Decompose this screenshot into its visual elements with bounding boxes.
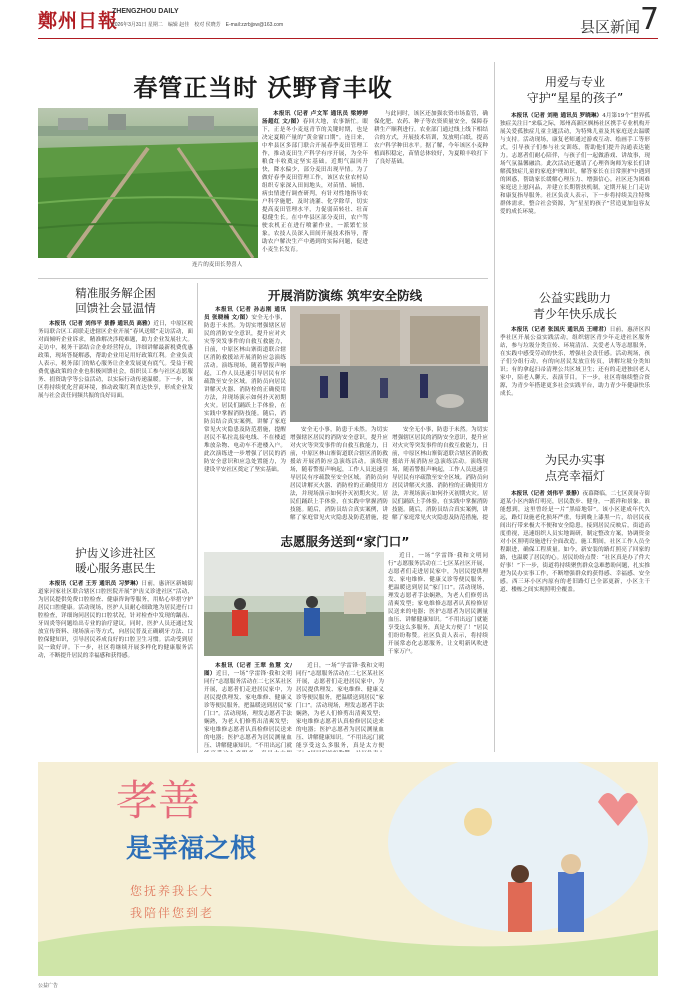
- volunteer-photo: [204, 552, 384, 656]
- tax-headline: 精准服务解企困 回馈社会显温情: [75, 286, 156, 315]
- youth-body: 本报讯（记者 张国庆 通讯员 王晴君）日前，惠济区四季社区开展公益实践活动，组织辖区青少年走进社区服务站，参与垃圾分类宣传、环境清洁、关爱老人等志愿服务，在实践中感受劳动的快乐，增强社会责任感。活动现场，孩子们分组行动，有的向居民发放宣传页，讲解垃圾分类知识；有的拿起扫帚清理公共区域卫生；还有的走进独居老人家中，陪老人聊天、表演节目。下一步，社区将继续整合资源，为青少年搭建更多社会实践平台，助力青少年健康快乐成长。: [500, 327, 650, 397]
- column-divider: [494, 62, 495, 752]
- masthead-english: ZHENGZHOU DAILY: [112, 8, 179, 15]
- lead-body-col2: 与此同时，该区还加强农资市场监管，确保化肥、农药、种子等农资质量安全，保障春耕生产顺利进行。农业部门通过线上线下相结合的方式，开展技术培训，发放明白纸，提高农户科学种田水平。据了解，今年该区小麦种植面积稳定，苗情总体较好，为夏粮丰收打下了良好基础。: [374, 111, 488, 165]
- masthead-logo: 鄭州日報: [38, 10, 119, 32]
- ad-title-line1: 孝善: [116, 776, 201, 825]
- fire-drill-body-col1: 本报讯（记者 孙志刚 通讯员 张晓楠 文/图）安全无小事，防患于未然。为切实增强辖区居民的消防安全意识，提升应对火灾等突发事件的自救互救能力，日前，中原区林山寨街道联合辖区消防救援站开展消防应急演练活动。演练现场，随着警报声响起，工作人员迅速引导居民有序疏散至安全区域。消防员向居民讲解灭火器、消防栓的正确使用方法，并现场演示如何扑灭初期火灾。居民们踊跃上手体验，在实践中掌握消防技能。随后，消防员结合真实案例，讲解了家庭常见火灾隐患及防范措施，提醒居民不私拉乱接电线、不在楼道堆放杂物、电动车不进楼入户。此次演练进一步增强了居民的消防安全意识和应急处置能力，为建设平安社区奠定了坚实基础。: [204, 307, 286, 473]
- public-service-ad: [38, 762, 658, 976]
- volunteer-headline: 志愿服务送到“家门口”: [280, 534, 410, 549]
- header-rule: [38, 38, 658, 39]
- page-number: 7: [640, 2, 660, 37]
- volunteer-body-col1: 本报讯（记者 王翠 鱼慧 文/图）近日，一场“学雷锋·我和文明同行”志愿服务活动在二七区某社区开展，志愿者们走进居民家中，为居民提供理发、家电维修、健康义诊等便民服务，把温暖送到居民“家门口”。活动现场，理发志愿者手法娴熟，为老人们修剪出清爽发型；家电维修志愿者认真检修居民送来的电器；医护志愿者为居民测量血压、讲解健康知识。“不用出远门就: [204, 663, 292, 749]
- volunteer-body-col2: 近日，一场“学雷锋·我和文明同行”志愿服务活动在二七区某社区开展，志愿者们走进居民家中，为居民提供理发、家电维修、健康义诊等便民服务，把温暖送到居民“家门口”。活动现场，理发志愿者手法娴熟，为老人们修剪出清爽发型；家电维修志愿者认真检修居民送来的电器；医护志愿者为居民测量血压、讲解健康知识。“不用出远门就能享受这么多服务，真是太方便: [296, 663, 384, 749]
- stars-children-body: 本报讯（记者 刘艳 通讯员 罗晓琳）4月第19个“世界孤独症关注日”来临之际，郑州高新区枫杨社区携手专业机构开展关爱孤独症儿童主题活动，为特殊儿童及其家庭送去温暖与支持。活动现场，康复老师通过游戏互动、绘画手工等形式，引导孩子们参与社交训练，帮助他们提升沟通表达能力。志愿者们耐心陪伴，与孩子们一起做游戏、讲故事，现场气氛温馨融洽。此次活动还邀请了心理咨询师为家长们讲解孤独症儿童的家庭护理知识，解答家长在日常照护中遇到的困惑，帮助家长缓解心理压力、增强信心。社区还为困难家庭送上慰问品，并建立长期帮扶机制，定期开展上门走访和康复指导服务。社区负责人表示，下一步将持续关注特殊群体需求，整合社会资源，为“星星的孩子”营造更加包容友爱的成长环境。: [500, 113, 650, 215]
- fire-drill-photo: [290, 306, 488, 422]
- youth-headline: 公益实践助力 青少年快乐成长: [532, 291, 617, 321]
- fire-drill-body-col2: 安全无小事，防患于未然。为切实增强辖区居民的消防安全意识，提升应对火灾等突发事件的自救互救能力，日前，中原区林山寨街道联合辖区消防救援站开展消防应急演练活动。演练现场，随着警报声响起，工作人员迅速引导居民有序疏散至安全区域。消防员向居民讲解灭火器、消防栓的正确使用方法，并现场演示如何扑灭初期火灾。居民们踊跃上手体验，在实践中掌握消防技能。随后，消防员结合真实案例，讲解了家庭常见火灾隐患及防范措施，提: [290, 427, 388, 521]
- section-name: 县区新闻: [580, 18, 641, 36]
- wheat-field-image: [38, 108, 258, 258]
- column-divider: [197, 283, 198, 753]
- lead-body-col1: 本报讯（记者 卢文军 通讯员 梁婷婷 汤超红 文/图）春回大地，农事渐忙。眼下，正是冬小麦返青节的关键时期，也是决定夏粮产量的“黄金窗口期”。连日来，中牟县区多部门联合开展春季麦田管理工作，推动麦田生产科学有序开展，为全年粮食丰收奠定坚实基础。近期气温回升快，降水偏少，部分麦田出现旱情。为了做好春季麦田管理工作，该区农业农村局组织专家深入田间地头，对苗情、墒情、病虫情进行调查研判，有针对性地指导农户科学施肥、及时浇灌、化学除草，切实提高麦田管理水平，力促弱苗转壮、壮苗稳健生长。在中牟县区部分麦田，农户驾驶农机正在进行喷灌作业，一派繁忙景象。农技人员深入田间开展技术指导，帮助农户解决生产中遇到的实际问题，促进小麦生长发育。: [262, 111, 368, 253]
- dental-body: 本报讯（记者 王芳 通讯员 习梦琳）日前，惠济区新城街道家河家社区联合辖区口腔医院开展“护齿义诊进社区”活动，为居民提供免费口腔检查、健康咨询等服务，用贴心举措守护居民口腔健康。活动现场，医护人员耐心细致地为居民进行口腔检查，详细询问居民的口腔状况，针对检查中发现的龋齿、牙周炎等问题给出专业的治疗建议。同时，医护人员还通过发放宣传资料、现场演示等方式，向居民普及正确刷牙方法、口腔保健知识，引导居民养成良好的口腔卫生习惯。活动受到居民一致好评。下一步，社区将继续开展多样化的健康服务活动，不断提升居民的幸福感和获得感。: [38, 581, 193, 659]
- stars-children-headline: 用爱与专业 守护“星星的孩子”: [526, 75, 624, 105]
- ad-slogan-line2: 我陪伴您到老: [130, 906, 215, 920]
- lead-headline: 春管正当时 沃野育丰收: [133, 74, 393, 102]
- tax-body: 本报讯（记者 刘伟平 景静 通讯员 高雅）近日，中原区税务局联合区工商联走进辖区企业开展“春风送暖”走访活动，面对面倾听企业诉求，精准解决涉税难题，助力企业发展壮大。走访中，税务干部结合企业经营特点，详细讲解最新税费优惠政策，现场答疑解惑，帮助企业用足用好政策红利。企业负责人表示，税务部门的贴心服务让企业发展更有底气。受益于税费优惠政策的企业也积极回馈社会，组织员工参与社区志愿服务、捐资助学等公益活动，以实际行动传递温暖。下一步，该区将持续优化营商环境，推动政策红利直达快享，形成企业发展与社会责任同频共振的良好局面。: [38, 321, 193, 399]
- lead-photo-caption: 连片的麦田长势喜人: [192, 262, 243, 268]
- lights-headline: 为民办实事 点亮幸福灯: [544, 453, 605, 483]
- fire-drill-body-col3: 安全无小事，防患于未然。为切实增强辖区居民的消防安全意识，提升应对火灾等突发事件的自救互救能力，日前，中原区林山寨街道联合辖区消防救援站开展消防应急演练活动。演练现场，随着警报声响起，工作人员迅速引导居民有序疏散至安全区域。消防员向居民讲解灭火器、消防栓的正确使用方法，并现场演示如何扑灭初期火灾。居民们踊跃上手体验，在实践中掌握消防技能。随后，消防员结合真实案例，讲解了家庭常见火灾隐患及防范措施，提: [392, 427, 488, 521]
- ad-slogan-line1: 您抚养我长大: [130, 884, 215, 898]
- section-rule: [38, 278, 488, 279]
- fire-drill-headline: 开展消防演练 筑牢安全防线: [267, 288, 423, 303]
- lights-body: 本报讯（记者 刘伟平 景静）夜幕降临，二七区黄岗寺街道某小区内路灯明亮，居民散步、健身，一派祥和景象。谁能想到，这里曾经是一片“黑暗地带”。该小区建成年代久远，路灯设施老化损坏严重，每到晚上漆黑一片，给居民夜间出行带来极大不便和安全隐患。接到居民反映后，街道高度重视，迅速组织人员实地调研，制定整改方案，协调资金对小区照明设施进行全面改造。施工期间，社区工作人员全程跟进，确保工程质量。如今，新安装的路灯照亮了回家的路，也温暖了居民的心。居民纷纷点赞：“社区真是办了件大好事！”下一步，街道将持续聚焦群众急难愁盼问题，扎实推进为民办实事工作，不断增强群众的获得感、幸福感、安全感。西三环小区内原有的老旧路灯已全部更新，小区主干道、楼栋之间实现照明全覆盖。: [500, 491, 650, 593]
- volunteer-image: [204, 552, 384, 656]
- dental-headline: 护齿义诊进社区 暖心服务惠民生: [75, 546, 156, 575]
- fire-drill-image: [290, 306, 488, 422]
- volunteer-body-right: 近日，一场“学雷锋·我和文明同行”志愿服务活动在二七区某社区开展，志愿者们走进居民家中，为居民提供理发、家电维修、健康义诊等便民服务，把温暖送到居民“家门口”。活动现场，理发志愿者手法娴熟，为老人们修剪出清爽发型；家电维修志愿者认真检修居民送来的电器；医护志愿者为居民测量血压、讲解健康知识。“不用出远门就能享受这么多服务，真是太方便了！”居民们纷纷称赞。社区负责人表示，将持续开展常态化志愿服务，让文明新风吹进千家万户。: [388, 553, 488, 655]
- ad-footer-label: 公益广告: [38, 983, 59, 989]
- lead-photo: [38, 108, 258, 258]
- masthead-meta: 2026年3月31日 星期二 编辑 赵佳 校对 侯晓芳 E-mail:zzrbjjxw@163.com: [112, 22, 284, 28]
- ad-title-line2: 是幸福之根: [126, 834, 257, 864]
- page-header: [0, 0, 690, 62]
